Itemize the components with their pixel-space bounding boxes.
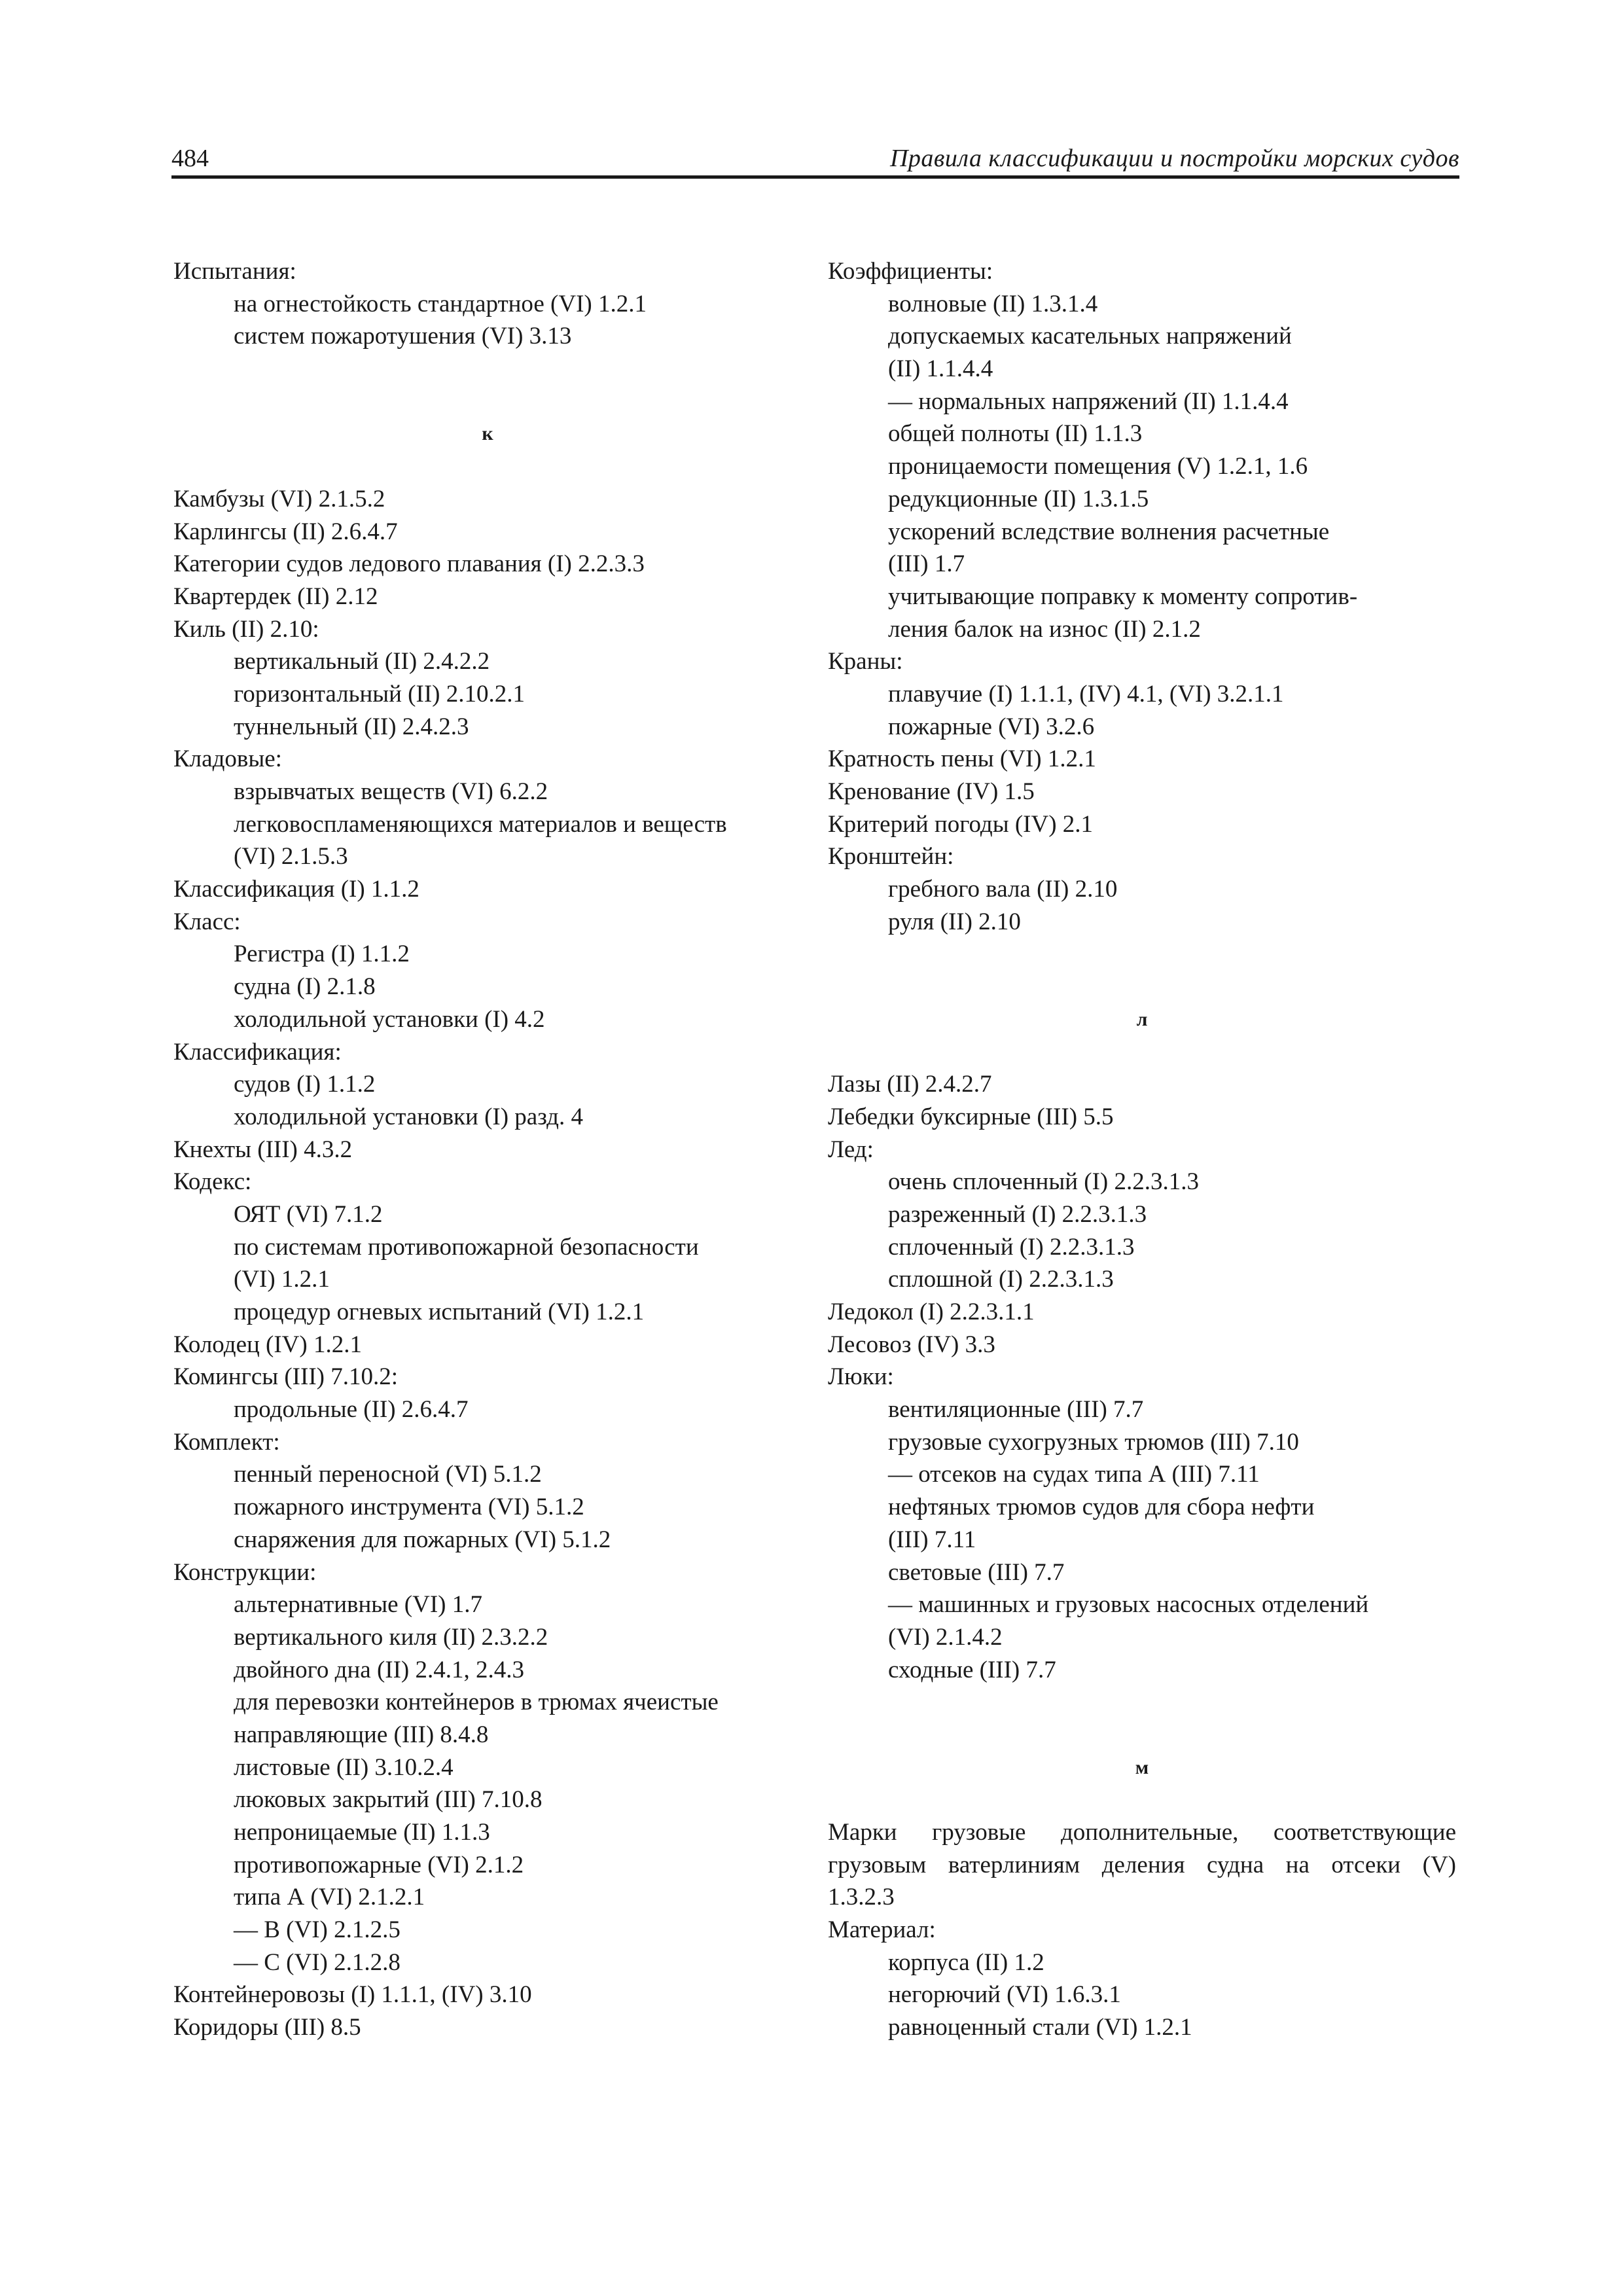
index-entry: Лазы (II) 2.4.2.7 xyxy=(828,1071,992,1098)
index-subentry: систем пожаротушения (VI) 3.13 xyxy=(234,323,572,350)
page-number: 484 xyxy=(171,145,209,172)
index-subentry: двойного дна (II) 2.4.1, 2.4.3 xyxy=(234,1656,524,1683)
index-subentry: ускорений вследствие волнения расчетные xyxy=(888,518,1330,545)
blank-line xyxy=(828,1036,1456,1069)
index-entry: Комингсы (III) 7.10.2: xyxy=(173,1363,398,1391)
section-letter: к xyxy=(482,423,493,445)
blank-line xyxy=(828,971,1456,1003)
index-entry: Контейнеровозы (I) 1.1.1, (IV) 3.10 xyxy=(173,1981,532,2009)
index-subentry: (III) 7.11 xyxy=(888,1526,976,1553)
blank-line xyxy=(828,1784,1456,1816)
index-subentry: — С (VI) 2.1.2.8 xyxy=(234,1948,401,1976)
index-subentry: волновые (II) 1.3.1.4 xyxy=(888,290,1098,317)
index-subentry: Регистра (I) 1.1.2 xyxy=(234,941,410,968)
index-subentry: снаряжения для пожарных (VI) 5.1.2 xyxy=(234,1526,611,1553)
index-column-left xyxy=(173,255,802,2044)
blank-line xyxy=(828,1719,1456,1751)
index-entry: Конструкции: xyxy=(173,1558,317,1586)
index-subentry: плавучие (I) 1.1.1, (IV) 4.1, (VI) 3.2.1.1 xyxy=(888,680,1284,708)
index-entry: Класс: xyxy=(173,908,241,935)
index-subentry: противопожарные (VI) 2.1.2 xyxy=(234,1851,524,1878)
index-entry: Категории судов ледового плавания (I) 2.2.3.3 xyxy=(173,550,645,578)
section-letter: м xyxy=(1135,1756,1149,1778)
index-subentry: грузовые сухогрузных трюмов (III) 7.10 xyxy=(888,1428,1299,1456)
index-subentry: ления балок на износ (II) 2.1.2 xyxy=(888,615,1201,643)
index-subentry: допускаемых касательных напряжений xyxy=(888,323,1292,350)
index-subentry: — отсеков на судах типа А (III) 7.11 xyxy=(888,1461,1260,1488)
index-subentry: пожарного инструмента (VI) 5.1.2 xyxy=(234,1494,584,1521)
index-entry: грузовым ватерлиниям деления судна на отсеки (V) xyxy=(828,1851,1456,1878)
index-entry: Кодекс: xyxy=(173,1168,252,1196)
index-entry: Киль (II) 2.10: xyxy=(173,615,319,643)
index-entry: Классификация: xyxy=(173,1038,342,1066)
index-subentry: холодильной установки (I) 4.2 xyxy=(234,1005,545,1033)
index-entry: Колодец (IV) 1.2.1 xyxy=(173,1331,362,1358)
index-entry: Критерий погоды (IV) 2.1 xyxy=(828,810,1094,838)
index-subentry: альтернативные (VI) 1.7 xyxy=(234,1591,482,1619)
index-subentry: нефтяных трюмов судов для сбора нефти xyxy=(888,1494,1315,1521)
index-subentry: ОЯТ (VI) 7.1.2 xyxy=(234,1200,383,1228)
index-entry: Ледокол (I) 2.2.3.1.1 xyxy=(828,1299,1035,1325)
index-entry: Испытания: xyxy=(173,258,296,285)
index-entry: Кратность пены (VI) 1.2.1 xyxy=(828,745,1096,773)
index-subentry: сплошной (I) 2.2.3.1.3 xyxy=(888,1266,1114,1293)
index-subentry: руля (II) 2.10 xyxy=(888,908,1021,935)
index-entry: Лесовоз (IV) 3.3 xyxy=(828,1331,995,1358)
index-subentry: (III) 1.7 xyxy=(888,550,965,578)
index-entry: Марки грузовые дополнительные, соответствующие xyxy=(828,1819,1456,1846)
blank-line xyxy=(173,353,802,386)
header-rule xyxy=(171,175,1459,179)
index-subentry: по системам противопожарной безопасности xyxy=(234,1233,699,1261)
index-subentry: (VI) 2.1.5.3 xyxy=(234,843,348,870)
index-entry: Кнехты (III) 4.3.2 xyxy=(173,1136,353,1163)
index-subentry: (VI) 2.1.4.2 xyxy=(888,1623,1003,1651)
blank-line xyxy=(173,386,802,418)
index-subentry: общей полноты (II) 1.1.3 xyxy=(888,420,1143,448)
blank-line xyxy=(173,450,802,483)
index-subentry: — машинных и грузовых насосных отделений xyxy=(888,1591,1369,1619)
index-subentry: корпуса (II) 1.2 xyxy=(888,1948,1044,1976)
section-letter: л xyxy=(1136,1008,1148,1030)
index-subentry: на огнестойкость стандартное (VI) 1.2.1 xyxy=(234,290,647,317)
index-entry: Краны: xyxy=(828,648,903,675)
index-subentry: вертикального киля (II) 2.3.2.2 xyxy=(234,1623,548,1651)
index-entry: Лебедки буксирные (III) 5.5 xyxy=(828,1103,1114,1130)
index-subentry: судна (I) 2.1.8 xyxy=(234,973,376,1001)
index-subentry: люковых закрытий (III) 7.10.8 xyxy=(234,1786,543,1814)
index-subentry: — нормальных напряжений (II) 1.1.4.4 xyxy=(888,387,1289,415)
index-subentry: взрывчатых веществ (VI) 6.2.2 xyxy=(234,778,548,805)
index-entry: Кренование (IV) 1.5 xyxy=(828,778,1035,805)
index-subentry: (II) 1.1.4.4 xyxy=(888,355,993,383)
index-subentry: редукционные (II) 1.3.1.5 xyxy=(888,485,1149,512)
index-subentry: непроницаемые (II) 1.1.3 xyxy=(234,1819,490,1846)
index-subentry: судов (I) 1.1.2 xyxy=(234,1071,376,1098)
index-subentry: разреженный (I) 2.2.3.1.3 xyxy=(888,1200,1147,1228)
index-subentry: листовые (II) 3.10.2.4 xyxy=(234,1753,454,1781)
index-subentry: холодильной установки (I) разд. 4 xyxy=(234,1103,583,1130)
index-subentry: продольные (II) 2.6.4.7 xyxy=(234,1396,469,1424)
blank-line xyxy=(828,1686,1456,1719)
index-subentry: вентиляционные (III) 7.7 xyxy=(888,1396,1144,1424)
index-subentry: вертикальный (II) 2.4.2.2 xyxy=(234,648,490,675)
index-subentry: негорючий (VI) 1.6.3.1 xyxy=(888,1981,1121,2009)
index-subentry: гребного вала (II) 2.10 xyxy=(888,876,1118,903)
index-entry: Камбузы (VI) 2.1.5.2 xyxy=(173,485,385,512)
index-column-right xyxy=(828,255,1456,2044)
index-entry: Комплект: xyxy=(173,1428,280,1456)
index-entry: Карлингсы (II) 2.6.4.7 xyxy=(173,518,398,545)
index-entry: Люки: xyxy=(828,1363,894,1391)
index-entry: 1.3.2.3 xyxy=(828,1884,895,1911)
index-subentry: проницаемости помещения (V) 1.2.1, 1.6 xyxy=(888,453,1308,480)
index-entry: Лед: xyxy=(828,1136,874,1163)
index-subentry: пожарные (VI) 3.2.6 xyxy=(888,713,1095,740)
index-subentry: процедур огневых испытаний (VI) 1.2.1 xyxy=(234,1299,645,1325)
index-subentry: туннельный (II) 2.4.2.3 xyxy=(234,713,469,740)
index-entry: Коэффициенты: xyxy=(828,258,993,285)
index-entry: Кладовые: xyxy=(173,745,282,773)
index-entry: Квартердек (II) 2.12 xyxy=(173,583,378,610)
index-subentry: горизонтальный (II) 2.10.2.1 xyxy=(234,680,525,708)
index-subentry: (VI) 1.2.1 xyxy=(234,1266,330,1293)
index-subentry: сплоченный (I) 2.2.3.1.3 xyxy=(888,1233,1135,1261)
index-subentry: учитывающие поправку к моменту сопротив- xyxy=(888,583,1358,610)
index-entry: Классификация (I) 1.1.2 xyxy=(173,876,419,903)
index-subentry: типа А (VI) 2.1.2.1 xyxy=(234,1884,425,1911)
index-subentry: — В (VI) 2.1.2.5 xyxy=(234,1916,401,1944)
index-subentry: световые (III) 7.7 xyxy=(888,1558,1065,1586)
index-subentry: очень сплоченный (I) 2.2.3.1.3 xyxy=(888,1168,1199,1196)
index-subentry: направляющие (III) 8.4.8 xyxy=(234,1721,489,1748)
index-entry: Коридоры (III) 8.5 xyxy=(173,2014,361,2041)
index-entry: Материал: xyxy=(828,1916,936,1944)
index-subentry: пенный переносной (VI) 5.1.2 xyxy=(234,1461,542,1488)
page-header xyxy=(171,143,1459,179)
index-subentry: сходные (III) 7.7 xyxy=(888,1656,1056,1683)
blank-line xyxy=(828,938,1456,971)
index-entry: Кронштейн: xyxy=(828,843,954,870)
running-title: Правила классификации и постройки морских судов xyxy=(889,145,1459,172)
index-subentry: равноценный стали (VI) 1.2.1 xyxy=(888,2014,1192,2041)
index-subentry: легковоспламеняющихся материалов и веществ xyxy=(234,810,727,838)
index-subentry: для перевозки контейнеров в трюмах ячеистые xyxy=(234,1689,719,1716)
